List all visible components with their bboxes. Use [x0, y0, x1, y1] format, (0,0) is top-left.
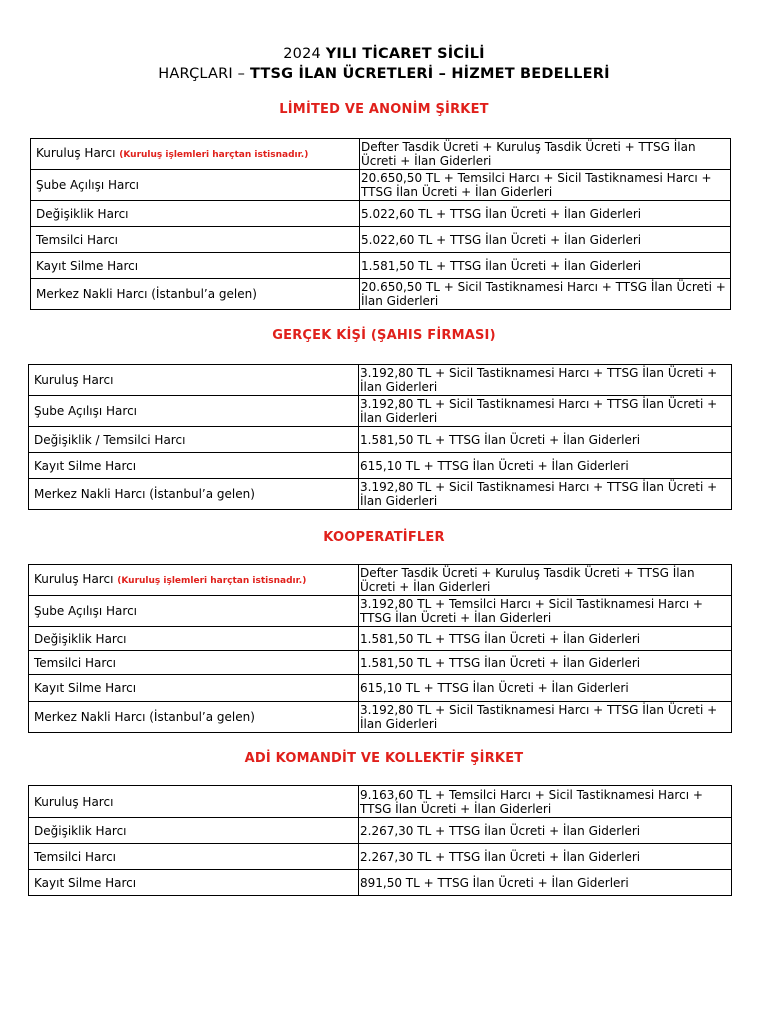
table-row [29, 565, 732, 596]
row-value: 615,10 TL + TTSG İlan Ücreti + İlan Giderleri [359, 675, 732, 702]
row-value: 20.650,50 TL + Temsilci Harcı + Sicil Tastiknamesi Harcı + TTSG İlan Ücreti + İlan Giderleri [360, 170, 731, 201]
row-label: Kayıt Silme Harcı [31, 253, 360, 279]
section-title-kooperatifler: KOOPERATİFLER [323, 530, 445, 545]
row-label: Merkez Nakli Harcı (İstanbul’a gelen) [29, 702, 359, 733]
table-row [31, 279, 731, 310]
title-prefix: HARÇLARI – [158, 66, 246, 82]
row-value: 2.267,30 TL + TTSG İlan Ücreti + İlan Giderleri [359, 844, 732, 870]
exemption-note: (Kuruluş işlemleri harçtan istisnadır.) [119, 150, 309, 160]
table-row [29, 651, 732, 675]
row-label: Değişiklik Harcı [31, 201, 360, 227]
row-label: Temsilci Harcı [31, 227, 360, 253]
table-row [31, 201, 731, 227]
table-row [29, 702, 732, 733]
row-value: 3.192,80 TL + Sicil Tastiknamesi Harcı + TTSG İlan Ücreti + İlan Giderleri [359, 702, 732, 733]
row-label: Merkez Nakli Harcı (İstanbul’a gelen) [31, 279, 360, 310]
row-label: Değişiklik Harcı [29, 627, 359, 651]
table-row [29, 786, 732, 818]
row-label: Şube Açılışı Harcı [29, 396, 359, 427]
row-label: Kuruluş Harcı (Kuruluş işlemleri harçtan istisnadır.) [29, 565, 359, 596]
title-subheading: TTSG İLAN ÜCRETLERİ – HİZMET BEDELLERİ [249, 66, 610, 82]
row-value: 1.581,50 TL + TTSG İlan Ücreti + İlan Giderleri [359, 427, 732, 453]
section-title-limited-anonim: LİMİTED VE ANONİM ŞİRKET [279, 102, 489, 117]
row-value: 1.581,50 TL + TTSG İlan Ücreti + İlan Giderleri [360, 253, 731, 279]
table-row [29, 396, 732, 427]
row-value: 20.650,50 TL + Sicil Tastiknamesi Harcı + TTSG İlan Ücreti + İlan Giderleri [360, 279, 731, 310]
row-label: Temsilci Harcı [29, 651, 359, 675]
document-title-line-1 [0, 45, 768, 64]
row-value: 1.581,50 TL + TTSG İlan Ücreti + İlan Giderleri [359, 627, 732, 651]
fee-table-limited-anonim [30, 138, 731, 310]
table-row [29, 627, 732, 651]
table-row [31, 139, 731, 170]
table-row [29, 844, 732, 870]
table-row [31, 170, 731, 201]
section-title-gercek-kisi: GERÇEK KİŞİ (ŞAHIS FİRMASI) [272, 328, 496, 343]
exemption-note: (Kuruluş işlemleri harçtan istisnadır.) [117, 576, 307, 586]
row-value: Defter Tasdik Ücreti + Kuruluş Tasdik Ücreti + TTSG İlan Ücreti + İlan Giderleri [359, 565, 732, 596]
row-value: 1.581,50 TL + TTSG İlan Ücreti + İlan Giderleri [359, 651, 732, 675]
table-row [29, 453, 732, 479]
table-row [29, 818, 732, 844]
table-row [29, 596, 732, 627]
row-label: Kuruluş Harcı (Kuruluş işlemleri harçtan istisnadır.) [31, 139, 360, 170]
fee-table-gercek-kisi [28, 364, 732, 510]
table-row [29, 675, 732, 702]
row-value: 2.267,30 TL + TTSG İlan Ücreti + İlan Giderleri [359, 818, 732, 844]
table-row [29, 365, 732, 396]
row-value: 5.022,60 TL + TTSG İlan Ücreti + İlan Giderleri [360, 227, 731, 253]
section-title-adi-komandit: ADİ KOMANDİT VE KOLLEKTİF ŞİRKET [244, 751, 524, 766]
document-title-line-2 [0, 65, 768, 84]
row-value: Defter Tasdik Ücreti + Kuruluş Tasdik Ücreti + TTSG İlan Ücreti + İlan Giderleri [360, 139, 731, 170]
row-value: 615,10 TL + TTSG İlan Ücreti + İlan Giderleri [359, 453, 732, 479]
row-label: Değişiklik Harcı [29, 818, 359, 844]
row-label: Kayıt Silme Harcı [29, 453, 359, 479]
table-row [31, 227, 731, 253]
row-value: 3.192,80 TL + Sicil Tastiknamesi Harcı + TTSG İlan Ücreti + İlan Giderleri [359, 365, 732, 396]
row-label: Değişiklik / Temsilci Harcı [29, 427, 359, 453]
row-value: 3.192,80 TL + Sicil Tastiknamesi Harcı + TTSG İlan Ücreti + İlan Giderleri [359, 479, 732, 510]
row-value: 3.192,80 TL + Temsilci Harcı + Sicil Tastiknamesi Harcı + TTSG İlan Ücreti + İlan Giderleri [359, 596, 732, 627]
row-label: Merkez Nakli Harcı (İstanbul’a gelen) [29, 479, 359, 510]
title-year: 2024 [283, 46, 321, 62]
fee-table-kooperatifler [28, 564, 732, 733]
table-row [31, 253, 731, 279]
row-label: Kuruluş Harcı [29, 365, 359, 396]
row-label: Kayıt Silme Harcı [29, 870, 359, 896]
row-label: Şube Açılışı Harcı [29, 596, 359, 627]
row-label: Şube Açılışı Harcı [31, 170, 360, 201]
row-value: 5.022,60 TL + TTSG İlan Ücreti + İlan Giderleri [360, 201, 731, 227]
table-row [29, 427, 732, 453]
table-row [29, 870, 732, 896]
row-value: 9.163,60 TL + Temsilci Harcı + Sicil Tastiknamesi Harcı + TTSG İlan Ücreti + İlan Giderleri [359, 786, 732, 818]
row-value: 891,50 TL + TTSG İlan Ücreti + İlan Giderleri [359, 870, 732, 896]
row-label: Kayıt Silme Harcı [29, 675, 359, 702]
row-value: 3.192,80 TL + Sicil Tastiknamesi Harcı + TTSG İlan Ücreti + İlan Giderleri [359, 396, 732, 427]
title-heading: YILI TİCARET SİCİLİ [325, 46, 485, 62]
table-row [29, 479, 732, 510]
row-label: Temsilci Harcı [29, 844, 359, 870]
fee-table-adi-komandit [28, 785, 732, 896]
row-label: Kuruluş Harcı [29, 786, 359, 818]
